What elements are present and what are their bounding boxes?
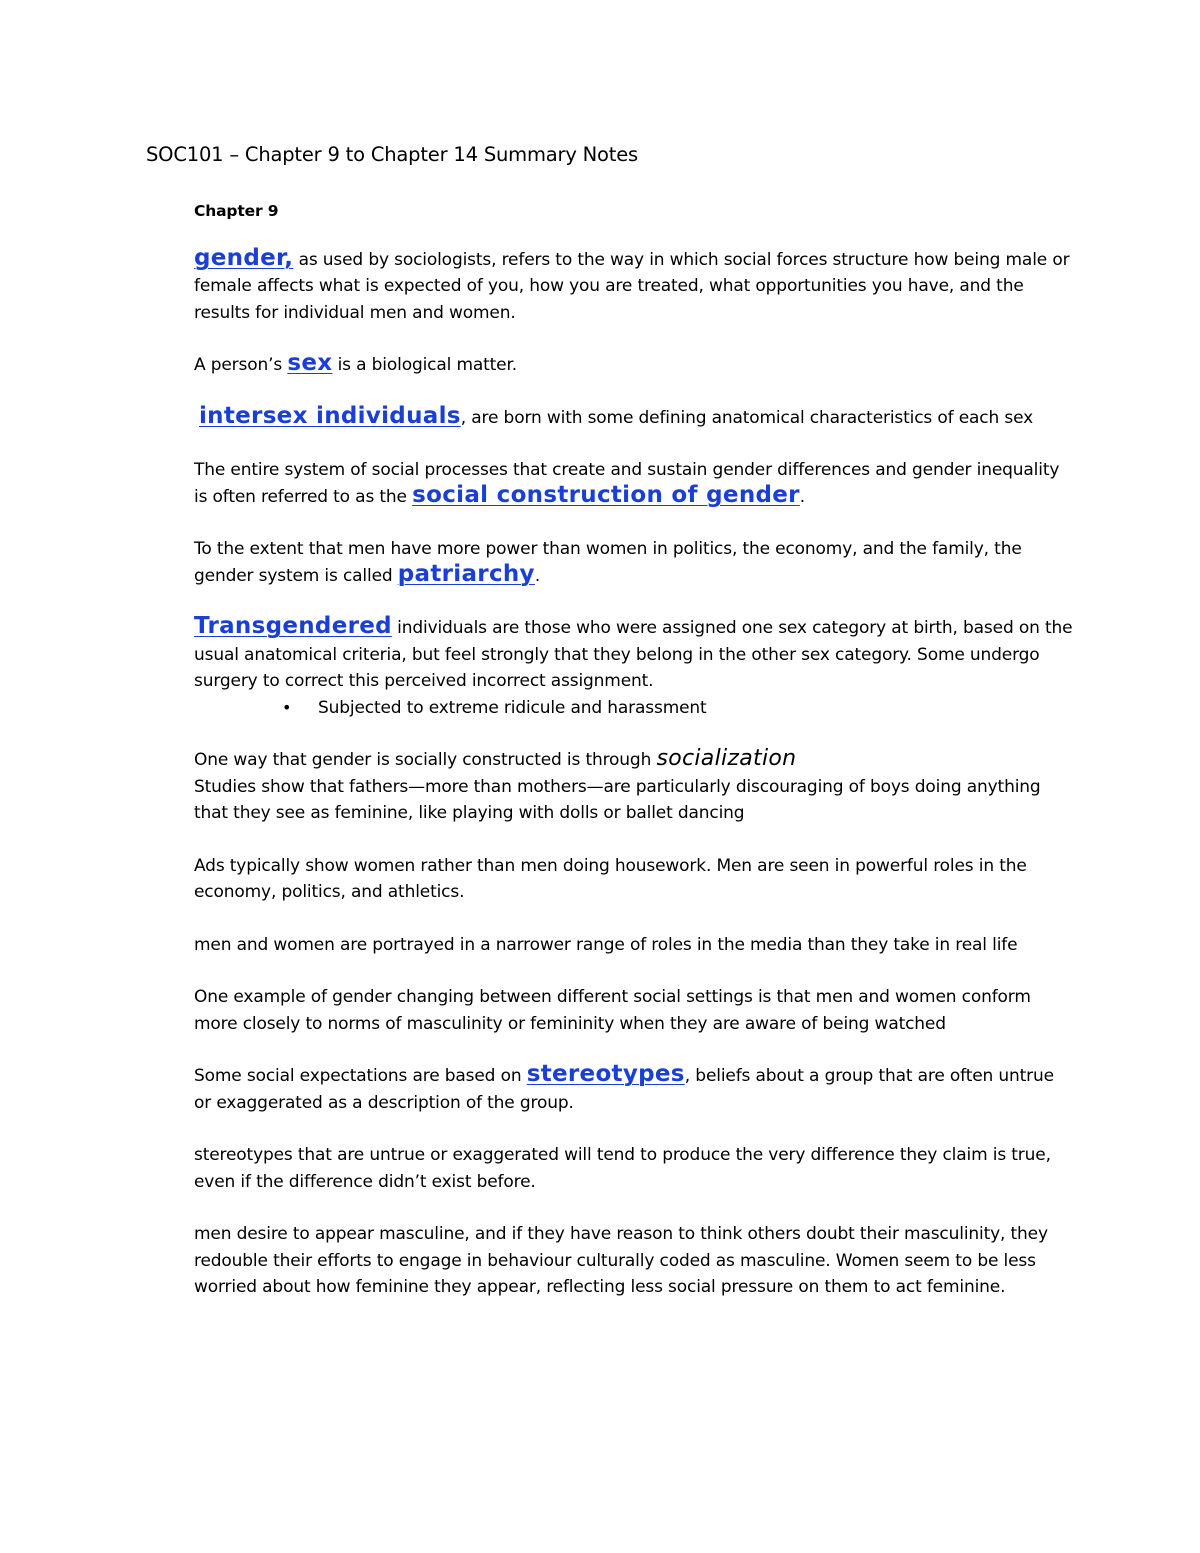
- paragraph-socialization: [194, 747, 1074, 827]
- paragraph-social-construction: [194, 457, 1074, 510]
- paragraph-text: .: [799, 486, 806, 507]
- term-sex: sex: [287, 350, 333, 376]
- paragraph-gender: [194, 244, 1074, 327]
- paragraph-text: is a biological matter.: [332, 355, 518, 375]
- paragraph-sex: [194, 352, 1074, 379]
- term-patriarchy: patriarchy: [397, 560, 535, 587]
- paragraph-text: .: [534, 565, 541, 586]
- paragraph-intersex: [194, 402, 1074, 432]
- paragraph-media: men and women are portrayed in a narrower range of roles in the media than they take in real life: [194, 934, 1018, 955]
- chapter-heading: Chapter 9: [194, 202, 279, 220]
- paragraph-text: The entire system of social processes that create and sustain gender differences and gender inequality is often referred to as the: [194, 460, 1060, 507]
- term-social-construction-of-gender: social construction of gender: [412, 481, 800, 508]
- list-item: [194, 695, 1074, 722]
- paragraph-text: One way that gender is socially constructed is through: [194, 750, 657, 770]
- paragraph-text: To the extent that men have more power than women in politics, the economy, and the family, the gender system is called: [194, 539, 1022, 586]
- term-intersex-individuals: intersex individuals: [199, 402, 461, 429]
- term-transgendered: Transgendered: [194, 613, 392, 639]
- paragraph-patriarchy: [194, 536, 1074, 589]
- paragraph-ads: Ads typically show women rather than men doing housework. Men are seen in powerful roles in the economy, politics, and athletics.: [194, 855, 1027, 902]
- paragraph-stereotypes: [194, 1063, 1074, 1116]
- paragraph-text: , are born with some defining anatomical characteristics of each sex: [460, 407, 1033, 428]
- paragraph-transgendered: [194, 615, 1074, 695]
- paragraph-masculine: men desire to appear masculine, and if they have reason to think others doubt their masculinity, they redouble their efforts to engage in behaviour culturally coded as masculine. Women seem to be less worried about how feminine they appear, reflecting less social pressure on them to act feminine.: [194, 1224, 1048, 1297]
- term-stereotypes: stereotypes: [526, 1061, 685, 1087]
- term-socialization: socialization: [656, 746, 797, 771]
- paragraph-text: , beliefs about a group that are often untrue or exaggerated as a description of the group.: [194, 1066, 1054, 1113]
- paragraph-text: Some social expectations are based on: [194, 1066, 527, 1086]
- paragraph-stereotypes-effect: stereotypes that are untrue or exaggerated will tend to produce the very difference they claim is true, even if the difference didn’t exist before.: [194, 1145, 1051, 1192]
- list-item-text: Subjected to extreme ridicule and harassment: [318, 697, 707, 718]
- paragraph-text: individuals are those who were assigned one sex category at birth, based on the usual anatomical criteria, but feel strongly that they belong in the other sex category. Some undergo surgery to correct this perceived incorrect assignment.: [194, 618, 1073, 691]
- document-title: SOC101 – Chapter 9 to Chapter 14 Summary Notes: [146, 143, 638, 166]
- paragraph-settings: One example of gender changing between different social settings is that men and women conform more closely to norms of masculinity or femininity when they are aware of being watched: [194, 987, 1031, 1034]
- bullet-icon: •: [282, 697, 292, 717]
- paragraph-text: A person’s: [194, 355, 288, 375]
- document-body: [194, 198, 1074, 1301]
- paragraph-text: as used by sociologists, refers to the way in which social forces structure how being male or female affects what is expected of you, how you are treated, what opportunities you have, and the results for individual men and women.: [194, 249, 1070, 323]
- term-gender: gender,: [194, 244, 294, 271]
- paragraph-text: Studies show that fathers—more than mothers—are particularly discouraging of boys doing anything that they see as feminine, like playing with dolls or ballet dancing: [194, 776, 1041, 823]
